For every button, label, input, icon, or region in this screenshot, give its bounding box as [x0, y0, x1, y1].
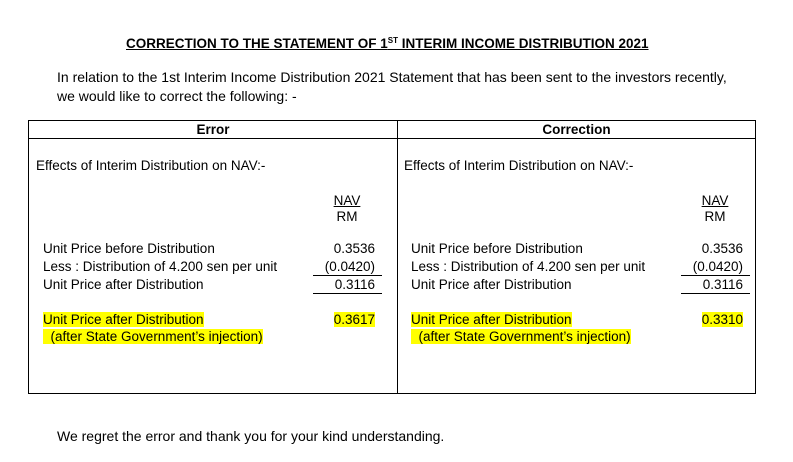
error-highlight-value — [295, 311, 375, 328]
correction-row-value-less: (0.0420) — [692, 259, 743, 274]
correction-row-value-after: 0.3116 — [702, 277, 743, 292]
correction-effects-label: Effects of Interim Distribution on NAV:- — [404, 158, 634, 173]
correction-highlight-text-1: Unit Price after Distribution — [411, 312, 572, 327]
correction-highlight-value-text: 0.3310 — [701, 312, 743, 327]
page-title — [126, 36, 649, 51]
error-column-header: Error — [196, 122, 230, 137]
error-highlight-value-text: 0.3617 — [333, 312, 375, 327]
error-highlight-subtext: (after State Government’s injection) — [50, 329, 263, 344]
correction-nav-unit: RM — [704, 209, 726, 224]
error-highlight-text-1: Unit Price after Distribution — [43, 312, 204, 327]
error-highlight-text-2 — [43, 329, 263, 344]
title-suffix: INTERIM INCOME DISTRIBUTION 2021 — [398, 36, 649, 51]
error-row-label-before: Unit Price before Distribution — [43, 241, 215, 256]
correction-nav-label: NAV — [701, 193, 729, 208]
error-row-value-less: (0.0420) — [324, 259, 375, 274]
correction-row-label-less: Less : Distribution of 4.200 sen per unit — [411, 259, 646, 274]
error-nav-label: NAV — [333, 193, 361, 208]
correction-nav-header — [685, 193, 745, 225]
intro-paragraph — [57, 68, 777, 106]
correction-column-header: Correction — [542, 122, 611, 137]
title-prefix: CORRECTION TO THE STATEMENT OF 1 — [126, 36, 388, 51]
correction-row-label-before: Unit Price before Distribution — [411, 241, 583, 256]
title-superscript: ST — [387, 36, 398, 45]
header-divider — [29, 138, 755, 139]
error-nav-unit: RM — [336, 209, 358, 224]
closing-statement: We regret the error and thank you for your kind understanding. — [57, 428, 445, 444]
column-divider — [397, 121, 398, 393]
error-nav-header — [317, 193, 377, 225]
correction-row-label-after: Unit Price after Distribution — [411, 277, 572, 292]
correction-row-value-before: 0.3536 — [701, 241, 743, 256]
correction-highlight-subtext: (after State Government’s injection) — [418, 329, 631, 344]
intro-line-1: In relation to the 1st Interim Income Distribution 2021 Statement that has been sent to the investors recently, — [57, 69, 727, 85]
error-effects-label: Effects of Interim Distribution on NAV:- — [36, 158, 266, 173]
correction-table — [28, 120, 756, 394]
intro-line-2: we would like to correct the following: - — [57, 88, 297, 104]
correction-highlight-label-1 — [411, 311, 572, 328]
error-highlight-label-1 — [43, 311, 204, 328]
correction-rule-2 — [681, 293, 750, 294]
error-row-label-after: Unit Price after Distribution — [43, 277, 204, 292]
error-row-value-before: 0.3536 — [333, 241, 375, 256]
error-highlight-label-2 — [43, 328, 263, 345]
correction-highlight-text-2 — [411, 329, 631, 344]
error-row-label-less: Less : Distribution of 4.200 sen per unit — [43, 259, 278, 274]
correction-highlight-label-2 — [411, 328, 631, 345]
error-rule-2 — [313, 293, 382, 294]
error-row-value-after: 0.3116 — [334, 277, 375, 292]
correction-highlight-value — [663, 311, 743, 328]
